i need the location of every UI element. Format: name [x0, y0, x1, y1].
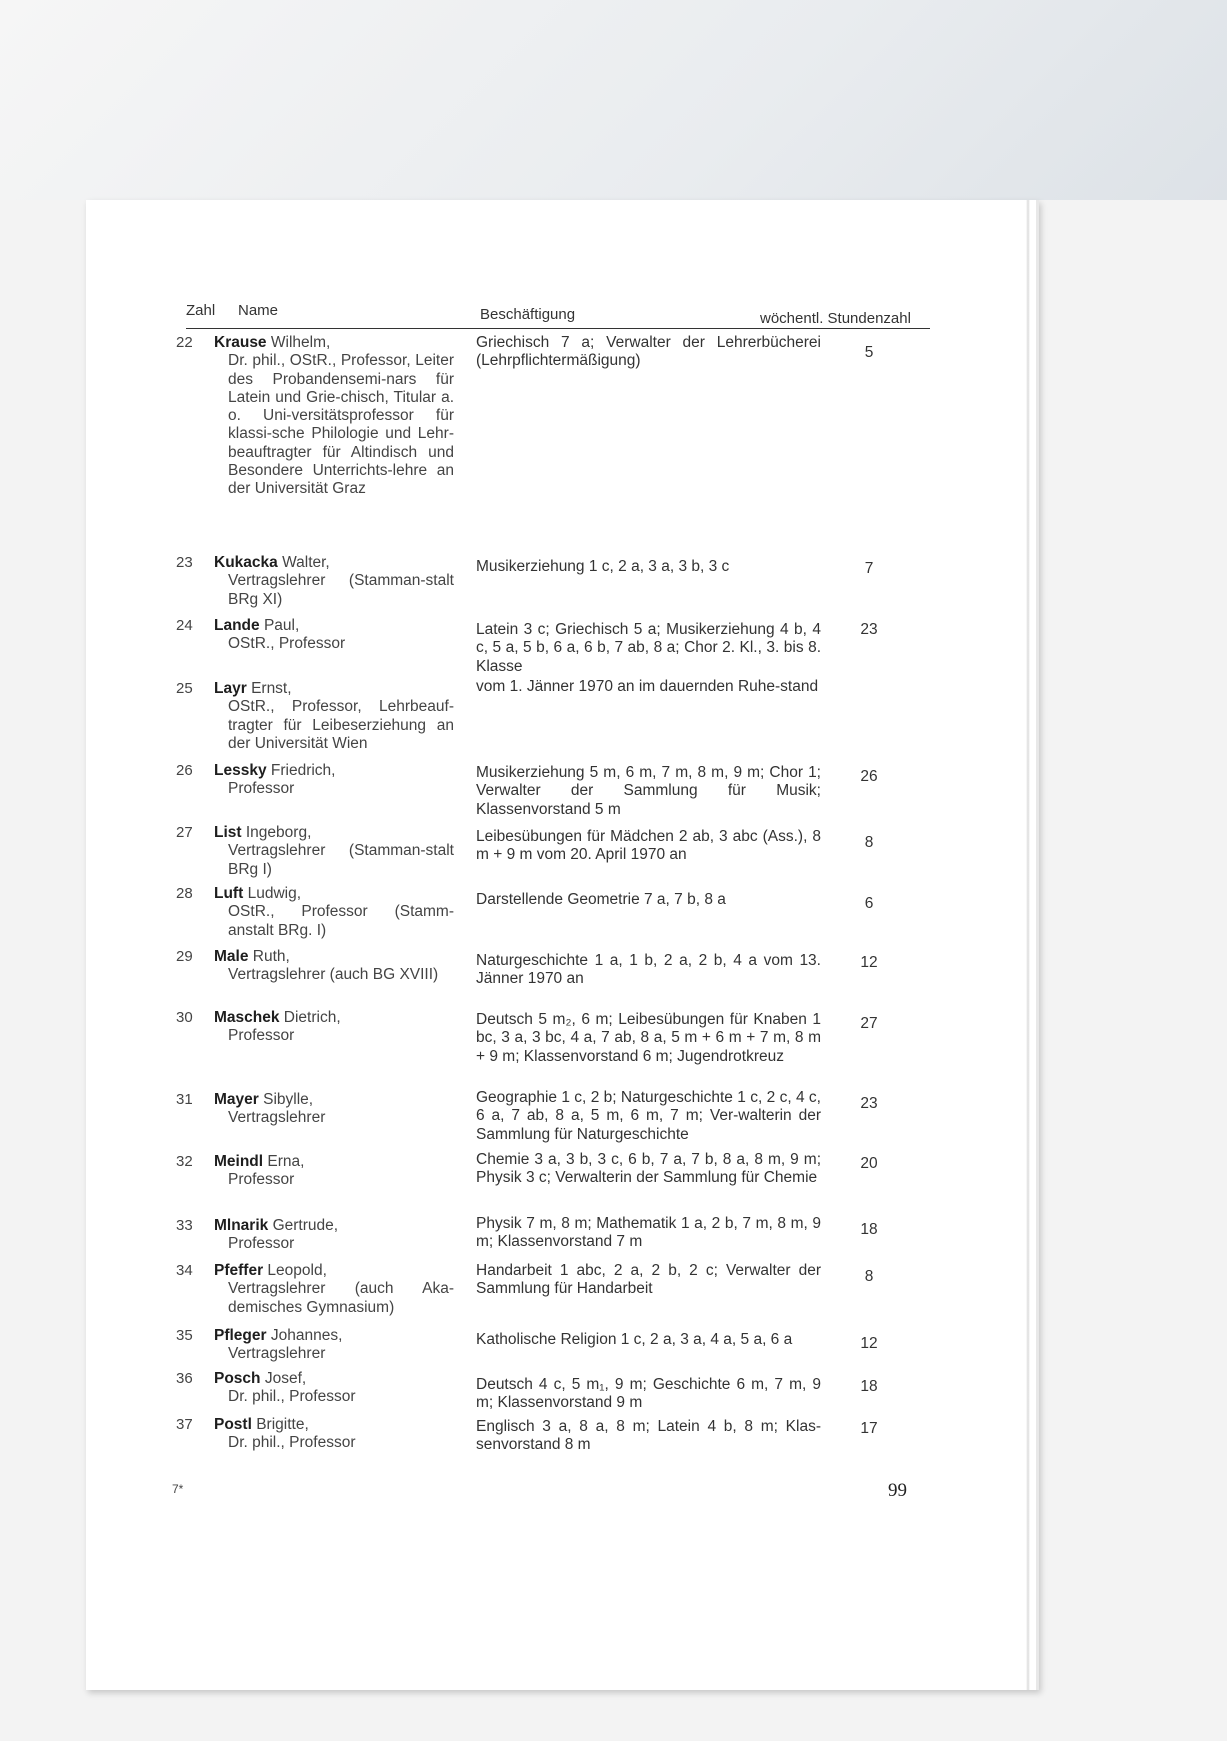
entry-given-name: Ingeborg, [245, 824, 312, 841]
entry-surname: Maschek [214, 1009, 280, 1026]
signature-mark: 7* [172, 1482, 184, 1496]
entry-hours: 23 [860, 621, 878, 638]
entry-given-name: Josef, [264, 1370, 307, 1387]
entry-title: Professor [228, 1235, 295, 1253]
entry-name [214, 1327, 454, 1364]
entry-title: Vertragslehrer [228, 1109, 326, 1127]
entry-occupation: Geographie 1 c, 2 b; Naturgeschichte 1 c, 2 c, 4 c, 6 a, 7 ab, 8 a, 5 m, 6 m, 7 m; Ver-walterin der Sammlung für Naturgeschichte [476, 1089, 821, 1143]
entry-given-name: Ernst, [251, 680, 292, 697]
entry-name [214, 1009, 454, 1046]
entry-hours: 12 [860, 954, 878, 971]
entry-given-name: Leopold, [267, 1262, 327, 1279]
entry-given-name: Sibylle, [263, 1091, 314, 1108]
entry-surname: List [214, 824, 242, 841]
entry-hours: 18 [860, 1221, 878, 1238]
entry-occupation: Musikerziehung 1 c, 2 a, 3 a, 3 b, 3 c [476, 558, 730, 575]
entry-occupation: Latein 3 c; Griechisch 5 a; Musikerziehung 4 b, 4 c, 5 a, 5 b, 6 a, 6 b, 7 ab, 8 a; Chor 2. Kl., 3. bis 8. Klasse [476, 621, 821, 675]
page-binding-edge [1026, 200, 1030, 1690]
entry-occupation: Darstellende Geometrie 7 a, 7 b, 8 a [476, 891, 726, 908]
entry-name [214, 1370, 454, 1407]
entry-hours: 7 [864, 560, 874, 577]
header-name: Name [238, 302, 279, 319]
entry-name [214, 1153, 454, 1190]
entry-hours: 12 [860, 1335, 878, 1352]
header-stundenzahl: wöchentl. Stundenzahl [760, 310, 911, 327]
entry-occupation: Deutsch 4 c, 5 m₁, 9 m; Geschichte 6 m, 7 m, 9 m; Klassenvorstand 9 m [476, 1376, 821, 1412]
entry-name [214, 554, 454, 609]
entry-name [214, 680, 454, 753]
entry-given-name: Walter, [282, 554, 330, 571]
entry-title: Vertragslehrer (Stamman-stalt BRg I) [228, 842, 454, 878]
entry-title: Dr. phil., OStR., Professor, Leiter des Probandensemi-nars für Latein und Grie-chisch, Titular a. o. Uni-versitätsprofessor für klassi-sche Philologie und Lehr-beauftragter für Altindisch und Besondere Unterrichts-lehre an der Universität Graz [228, 352, 454, 498]
entry-occupation: Katholische Religion 1 c, 2 a, 3 a, 4 a, 5 a, 6 a [476, 1331, 793, 1348]
entry-number: 28 [176, 885, 193, 902]
entry-surname: Mayer [214, 1091, 259, 1108]
entry-occupation: vom 1. Jänner 1970 an im dauernden Ruhe-stand [476, 678, 819, 695]
entry-name [214, 334, 454, 499]
entry-occupation: Englisch 3 a, 8 a, 8 m; Latein 4 b, 8 m; Klas-senvorstand 8 m [476, 1418, 821, 1454]
page-number: 99 [888, 1480, 907, 1501]
entry-hours: 23 [860, 1095, 878, 1112]
entry-name [214, 762, 454, 799]
entry-number: 34 [176, 1262, 193, 1279]
table-header [186, 300, 930, 330]
entry-name [214, 885, 454, 940]
entry-hours: 5 [864, 344, 874, 361]
entry-number: 22 [176, 334, 193, 351]
entry-given-name: Dietrich, [283, 1009, 341, 1026]
entry-hours: 8 [864, 1268, 874, 1285]
entry-surname: Luft [214, 885, 244, 902]
entry-given-name: Brigitte, [256, 1416, 309, 1433]
header-divider [186, 328, 930, 329]
entry-number: 24 [176, 617, 193, 634]
entry-number: 33 [176, 1217, 193, 1234]
entry-surname: Male [214, 948, 249, 965]
entry-title: OStR., Professor, Lehrbeauf-tragter für Leibeserziehung an der Universität Wien [228, 698, 454, 752]
entry-surname: Lande [214, 617, 260, 634]
entry-surname: Layr [214, 680, 247, 697]
entry-name [214, 1262, 454, 1317]
entry-occupation: Griechisch 7 a; Verwalter der Lehrerbücherei (Lehrpflichtermäßigung) [476, 334, 821, 370]
entry-occupation: Musikerziehung 5 m, 6 m, 7 m, 8 m, 9 m; Chor 1; Verwalter der Sammlung für Musik; Klassenvorstand 5 m [476, 764, 821, 818]
entry-name [214, 824, 454, 879]
entry-number: 36 [176, 1370, 193, 1387]
entry-surname: Krause [214, 334, 267, 351]
entry-given-name: Ludwig, [247, 885, 302, 902]
entry-title: OStR., Professor [228, 635, 346, 653]
entry-number: 30 [176, 1009, 193, 1026]
entry-surname: Posch [214, 1370, 261, 1387]
entry-title: OStR., Professor (Stamm-anstalt BRg. I) [228, 903, 454, 939]
entry-given-name: Johannes, [270, 1327, 343, 1344]
entry-hours: 17 [860, 1420, 878, 1437]
entry-name [214, 1091, 454, 1128]
entry-title: Professor [228, 780, 295, 798]
entry-number: 35 [176, 1327, 193, 1344]
entry-surname: Pfleger [214, 1327, 267, 1344]
entry-name [214, 1416, 454, 1453]
header-zahl: Zahl [186, 302, 216, 319]
entry-name [214, 617, 454, 654]
entry-number: 27 [176, 824, 193, 841]
entry-title: Vertragslehrer (auch BG XVIII) [228, 966, 439, 984]
entry-title: Professor [228, 1027, 295, 1045]
entry-surname: Lessky [214, 762, 267, 779]
entry-occupation: Chemie 3 a, 3 b, 3 c, 6 b, 7 a, 7 b, 8 a, 8 m, 9 m; Physik 3 c; Verwalterin der Sammlung für Chemie [476, 1151, 821, 1187]
entry-hours: 20 [860, 1155, 878, 1172]
entry-title: Dr. phil., Professor [228, 1434, 356, 1452]
entry-number: 23 [176, 554, 193, 571]
entry-hours: 8 [864, 834, 874, 851]
entry-title: Professor [228, 1171, 295, 1189]
entry-number: 32 [176, 1153, 193, 1170]
entry-number: 31 [176, 1091, 193, 1108]
entry-hours: 27 [860, 1015, 878, 1032]
header-beschaeftigung: Beschäftigung [480, 306, 576, 323]
entry-hours: 26 [860, 768, 878, 785]
entry-number: 25 [176, 680, 193, 697]
entry-given-name: Friedrich, [270, 762, 336, 779]
entry-given-name: Gertrude, [272, 1217, 339, 1234]
entry-given-name: Erna, [267, 1153, 305, 1170]
entry-hours: 18 [860, 1378, 878, 1395]
entry-name [214, 948, 454, 985]
entry-given-name: Ruth, [252, 948, 290, 965]
entry-number: 26 [176, 762, 193, 779]
scanner-background [0, 0, 1227, 200]
entry-name [214, 1217, 454, 1254]
entry-given-name: Paul, [263, 617, 300, 634]
entry-surname: Pfeffer [214, 1262, 264, 1279]
entry-number: 37 [176, 1416, 193, 1433]
entry-occupation: Deutsch 5 m₂, 6 m; Leibesübungen für Knaben 1 bc, 3 a, 3 bc, 4 a, 7 ab, 8 a, 5 m + 6 m + 7 m, 8 m + 9 m; Klassenvorstand 6 m; Jugendrotkreuz [476, 1011, 821, 1065]
entry-hours: 6 [864, 895, 874, 912]
entry-surname: Mlnarik [214, 1217, 269, 1234]
entry-given-name: Wilhelm, [270, 334, 331, 351]
entry-title: Vertragslehrer (auch Aka-demisches Gymnasium) [228, 1280, 454, 1316]
entry-title: Vertragslehrer [228, 1345, 326, 1363]
entry-occupation: Leibesübungen für Mädchen 2 ab, 3 abc (Ass.), 8 m + 9 m vom 20. April 1970 an [476, 828, 821, 864]
entry-title: Vertragslehrer (Stamman-stalt BRg XI) [228, 572, 454, 608]
entry-surname: Meindl [214, 1153, 264, 1170]
entry-number: 29 [176, 948, 193, 965]
entry-title: Dr. phil., Professor [228, 1388, 356, 1406]
entry-surname: Postl [214, 1416, 252, 1433]
entry-occupation: Handarbeit 1 abc, 2 a, 2 b, 2 c; Verwalter der Sammlung für Handarbeit [476, 1262, 821, 1298]
entry-occupation: Naturgeschichte 1 a, 1 b, 2 a, 2 b, 4 a vom 13. Jänner 1970 an [476, 952, 821, 988]
entry-occupation: Physik 7 m, 8 m; Mathematik 1 a, 2 b, 7 m, 8 m, 9 m; Klassenvorstand 7 m [476, 1215, 821, 1251]
entry-surname: Kukacka [214, 554, 278, 571]
